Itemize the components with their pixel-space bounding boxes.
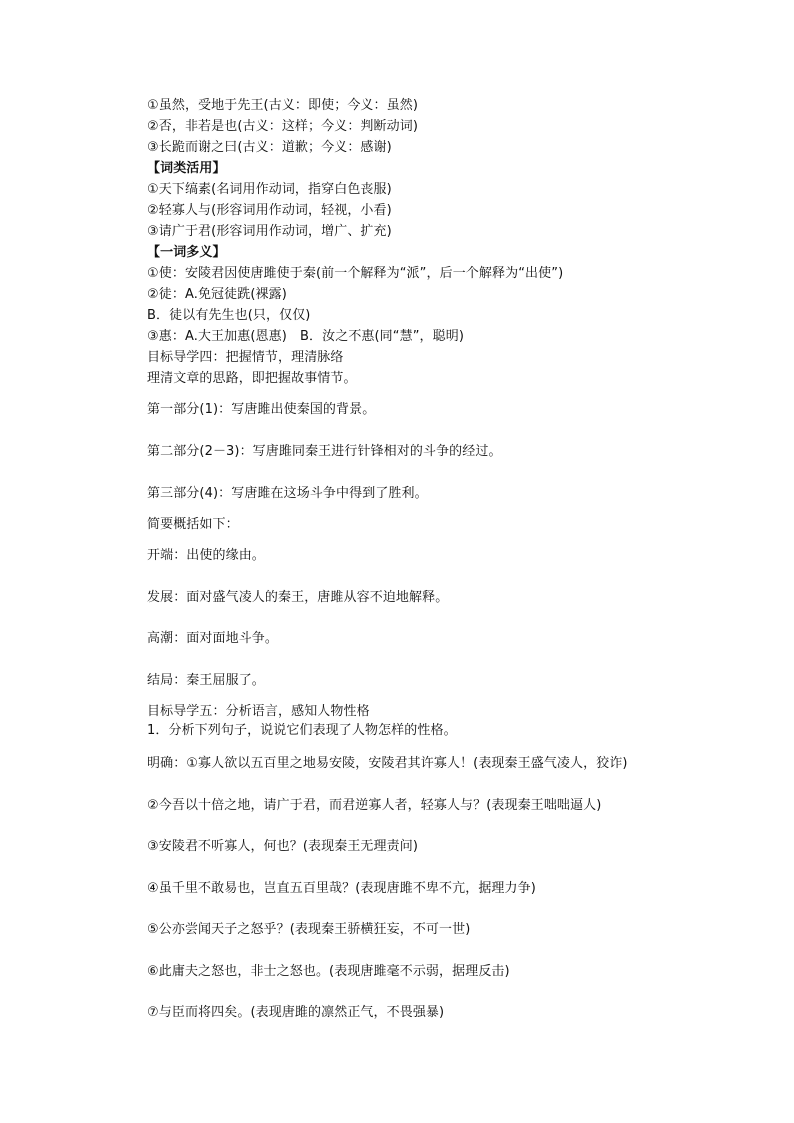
text-line-31: ⑦与臣而将四矣。(表现唐雎的凛然正气，不畏强暴) (147, 1005, 445, 1020)
text-line-22: 结局：秦王屈服了。 (147, 673, 265, 688)
text-line-6: ②轻寡人与(形容词用作动词，轻视，小看) (147, 203, 392, 218)
text-line-19: 开端：出使的缘由。 (147, 548, 265, 563)
text-line-9: ①使：安陵君因使唐雎使于秦(前一个解释为“派”，后一个解释为“出使”) (147, 266, 564, 281)
text-line-12: ③惠：A.大王加惠(恩惠) B．汝之不惠(同“慧”，聪明) (147, 329, 465, 344)
text-line-21: 高潮：面对面地斗争。 (147, 631, 279, 646)
text-line-15: 第一部分(1)：写唐雎出使秦国的背景。 (147, 402, 376, 417)
text-line-24: 1．分析下列句子，说说它们表现了人物怎样的性格。 (147, 723, 457, 738)
text-line-14: 理清文章的思路，即把握故事情节。 (147, 371, 357, 386)
section-heading-word-usage: 【词类活用】 (147, 161, 226, 176)
text-line-17: 第三部分(4)：写唐雎在这场斗争中得到了胜利。 (147, 486, 428, 501)
text-line-28: ④虽千里不敢易也，岂直五百里哉？(表现唐雎不卑不亢，据理力争) (147, 881, 536, 896)
text-line-25: 明确：①寡人欲以五百里之地易安陵，安陵君其许寡人！(表现秦王盛气凌人，狡诈) (147, 756, 628, 771)
section-heading-polysemy: 【一词多义】 (147, 245, 226, 260)
text-line-11: B．徒以有先生也(只，仅仅) (147, 308, 311, 323)
text-line-1: ①虽然，受地于先王(古义：即使；今义：虽然) (147, 98, 418, 113)
guide-heading-4: 目标导学四：把握情节，理清脉络 (147, 350, 344, 365)
text-line-30: ⑥此庸夫之怒也，非士之怒也。(表现唐雎毫不示弱，据理反击) (147, 964, 510, 979)
text-line-7: ③请广于君(形容词用作动词，增广、扩充) (147, 224, 392, 239)
text-line-26: ②今吾以十倍之地，请广于君，而君逆寡人者，轻寡人与？(表现秦王咄咄逼人) (147, 798, 602, 813)
text-line-27: ③安陵君不听寡人，何也？(表现秦王无理责问) (147, 839, 418, 854)
text-line-3: ③长跪而谢之曰(古义：道歉；今义：感谢) (147, 140, 392, 155)
text-line-20: 发展：面对盛气凌人的秦王，唐雎从容不迫地解释。 (147, 590, 449, 605)
text-line-5: ①天下缟素(名词用作动词，指穿白色丧服) (147, 182, 392, 197)
text-line-10: ②徒：A.免冠徒跣(裸露) (147, 287, 287, 302)
text-line-29: ⑤公亦尝闻天子之怒乎？(表现秦王骄横狂妄，不可一世) (147, 922, 471, 937)
text-line-2: ②否，非若是也(古义：这样；今义：判断动词) (147, 119, 418, 134)
guide-heading-5: 目标导学五：分析语言，感知人物性格 (147, 704, 370, 719)
text-line-16: 第二部分(2－3)：写唐雎同秦王进行针锋相对的斗争的经过。 (147, 444, 502, 459)
text-line-18: 简要概括如下： (147, 517, 239, 532)
